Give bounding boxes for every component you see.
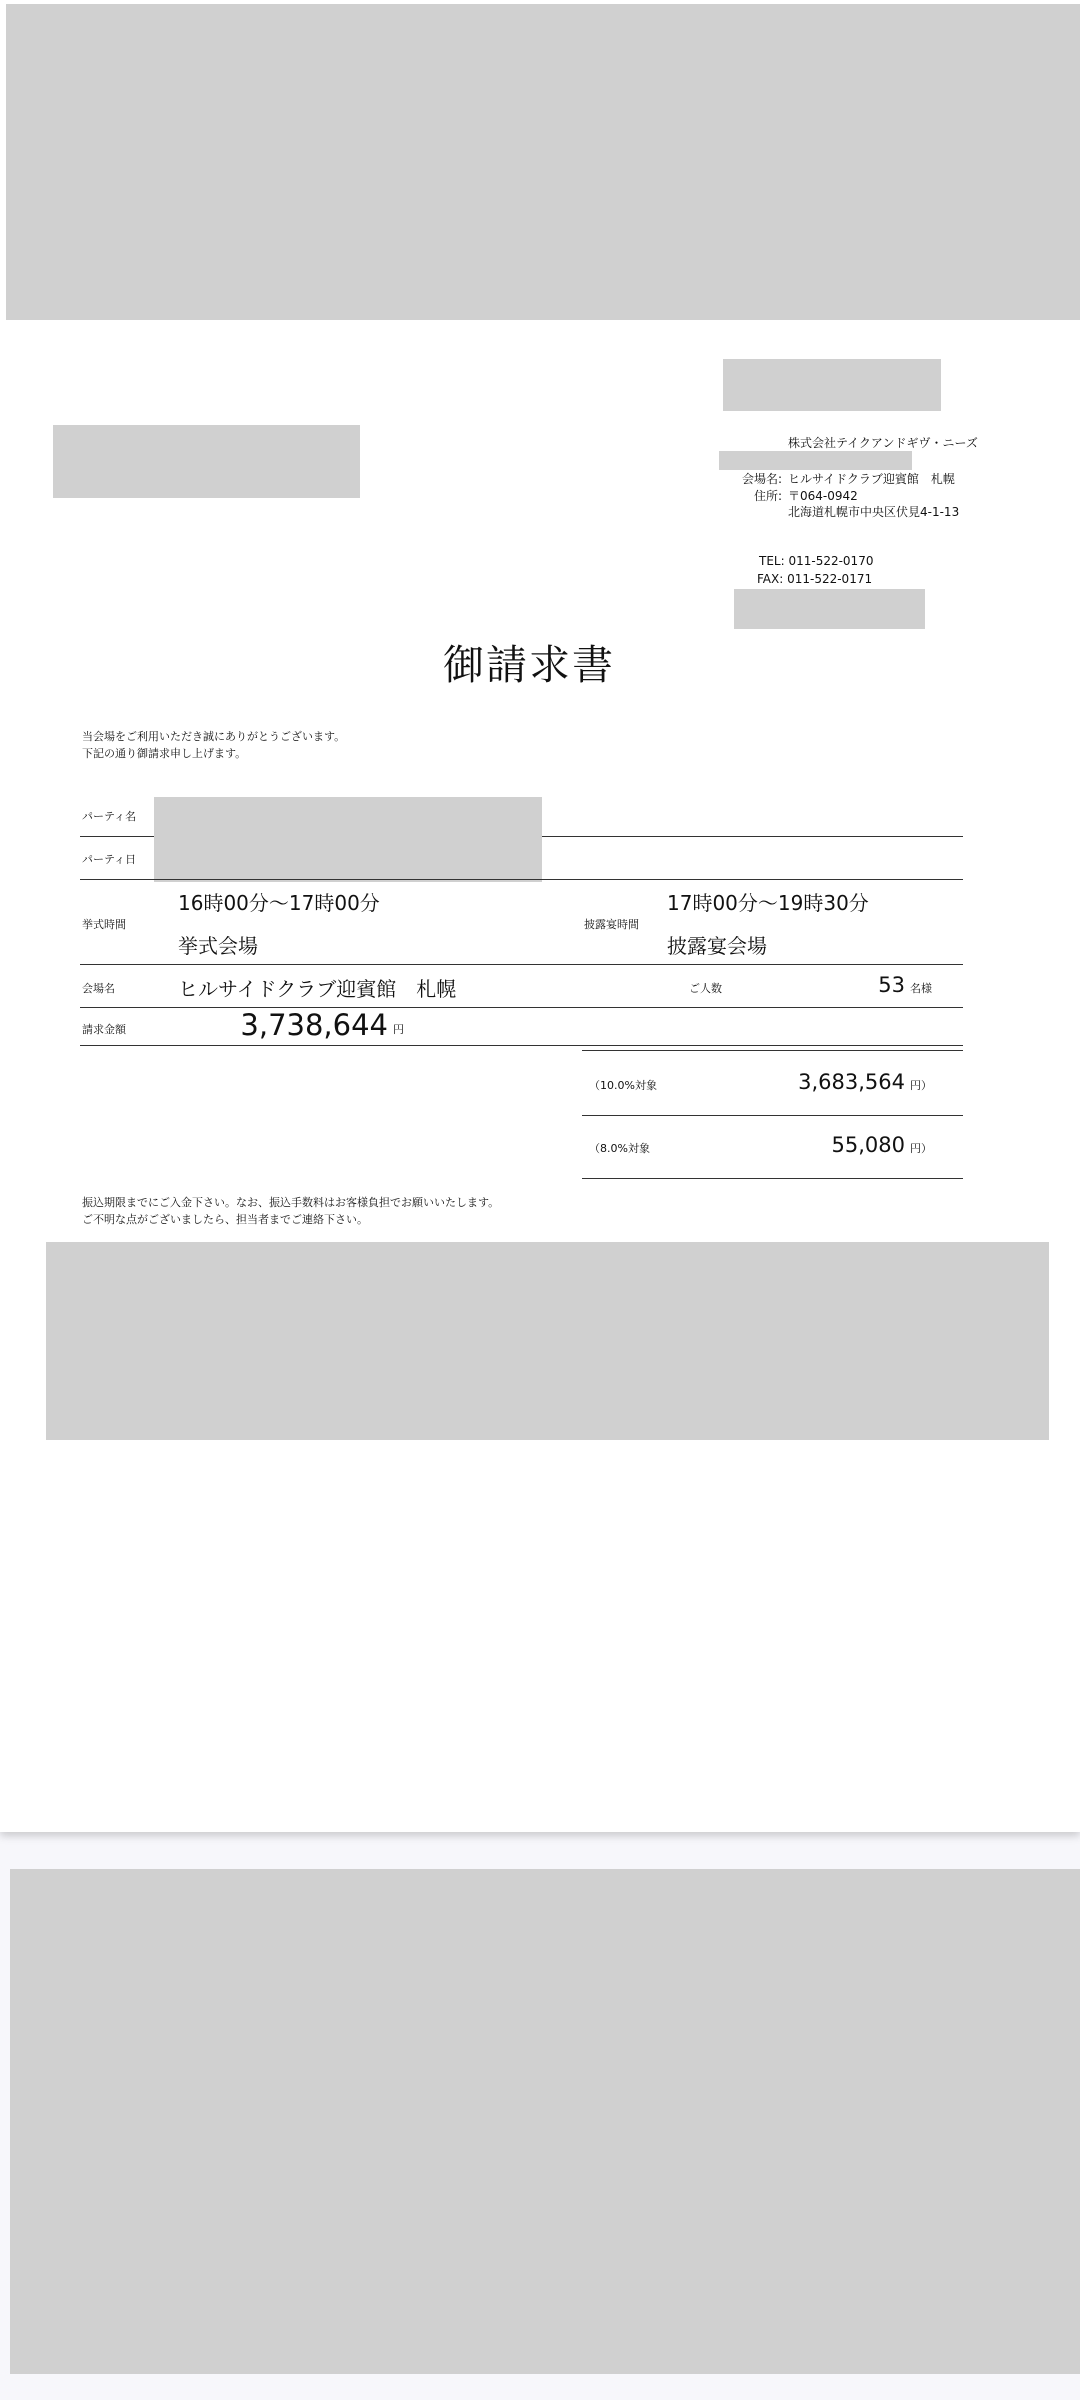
fax: FAX: 011-522-0171 <box>757 572 873 586</box>
reception-time: 17時00分～19時30分 <box>667 891 869 915</box>
redacted-block <box>723 359 941 411</box>
company-name: 株式会社テイクアンドギヴ・ニーズ <box>788 436 978 450</box>
divider <box>80 1007 963 1008</box>
venue-name-label: 会場名 <box>82 982 115 995</box>
redacted-stamp <box>734 589 925 629</box>
guests-unit: 名様 <box>910 982 932 995</box>
ceremony-venue: 挙式会場 <box>178 934 258 958</box>
invoice-amount: 3,738,644 <box>240 1008 388 1042</box>
amount-label: 請求金額 <box>82 1023 126 1036</box>
page-title: 御請求書 <box>443 641 615 689</box>
address: 北海道札幌市中央区伏見4-1-13 <box>788 505 960 519</box>
redacted-line <box>719 451 912 470</box>
reception-venue: 披露宴会場 <box>667 934 767 958</box>
guests-label: ご人数 <box>689 982 722 995</box>
venue-name: ヒルサイドクラブ迎賓館 札幌 <box>178 977 457 1001</box>
party-date-label: パーティ日 <box>82 853 137 866</box>
venue-value: ヒルサイドクラブ迎賓館 札幌 <box>788 472 955 486</box>
divider <box>582 1050 963 1051</box>
redacted-bank-info <box>46 1242 1049 1440</box>
tax8-label: （8.0%対象 <box>589 1142 650 1155</box>
tel: TEL: 011-522-0170 <box>759 554 874 568</box>
address-label: 住所: <box>753 489 782 503</box>
redacted-header <box>6 4 1080 320</box>
postal-code: 〒064-0942 <box>788 489 858 503</box>
amount-unit: 円 <box>393 1023 404 1036</box>
note-line-1: 振込期限までにご入金下さい。なお、振込手数料はお客様負担でお願いいたします。 <box>82 1196 500 1209</box>
tax10-label: （10.0%対象 <box>589 1079 657 1092</box>
tax10-amount: 3,683,564 <box>798 1070 905 1094</box>
guests-count: 53 <box>878 973 905 997</box>
divider <box>80 879 963 880</box>
redacted-party-info <box>154 797 542 882</box>
divider <box>582 1178 963 1179</box>
reception-time-label: 披露宴時間 <box>584 918 639 931</box>
tax8-unit: 円） <box>910 1142 932 1155</box>
ceremony-time: 16時00分～17時00分 <box>178 891 380 915</box>
divider <box>80 1045 963 1046</box>
greeting-line-1: 当会場をご利用いただき誠にありがとうございます。 <box>82 730 346 743</box>
divider <box>80 964 963 965</box>
tax8-amount: 55,080 <box>831 1133 905 1157</box>
venue-label: 会場名: <box>741 472 782 486</box>
note-line-2: ご不明な点がございましたら、担当者までご連絡下さい。 <box>82 1213 368 1226</box>
ceremony-time-label: 挙式時間 <box>82 918 126 931</box>
tax10-unit: 円） <box>910 1079 932 1092</box>
divider <box>582 1115 963 1116</box>
party-name-label: パーティ名 <box>82 810 137 823</box>
greeting-line-2: 下記の通り御請求申し上げます。 <box>82 747 247 760</box>
redacted-next-page <box>10 1869 1080 2374</box>
redacted-recipient <box>53 425 360 498</box>
